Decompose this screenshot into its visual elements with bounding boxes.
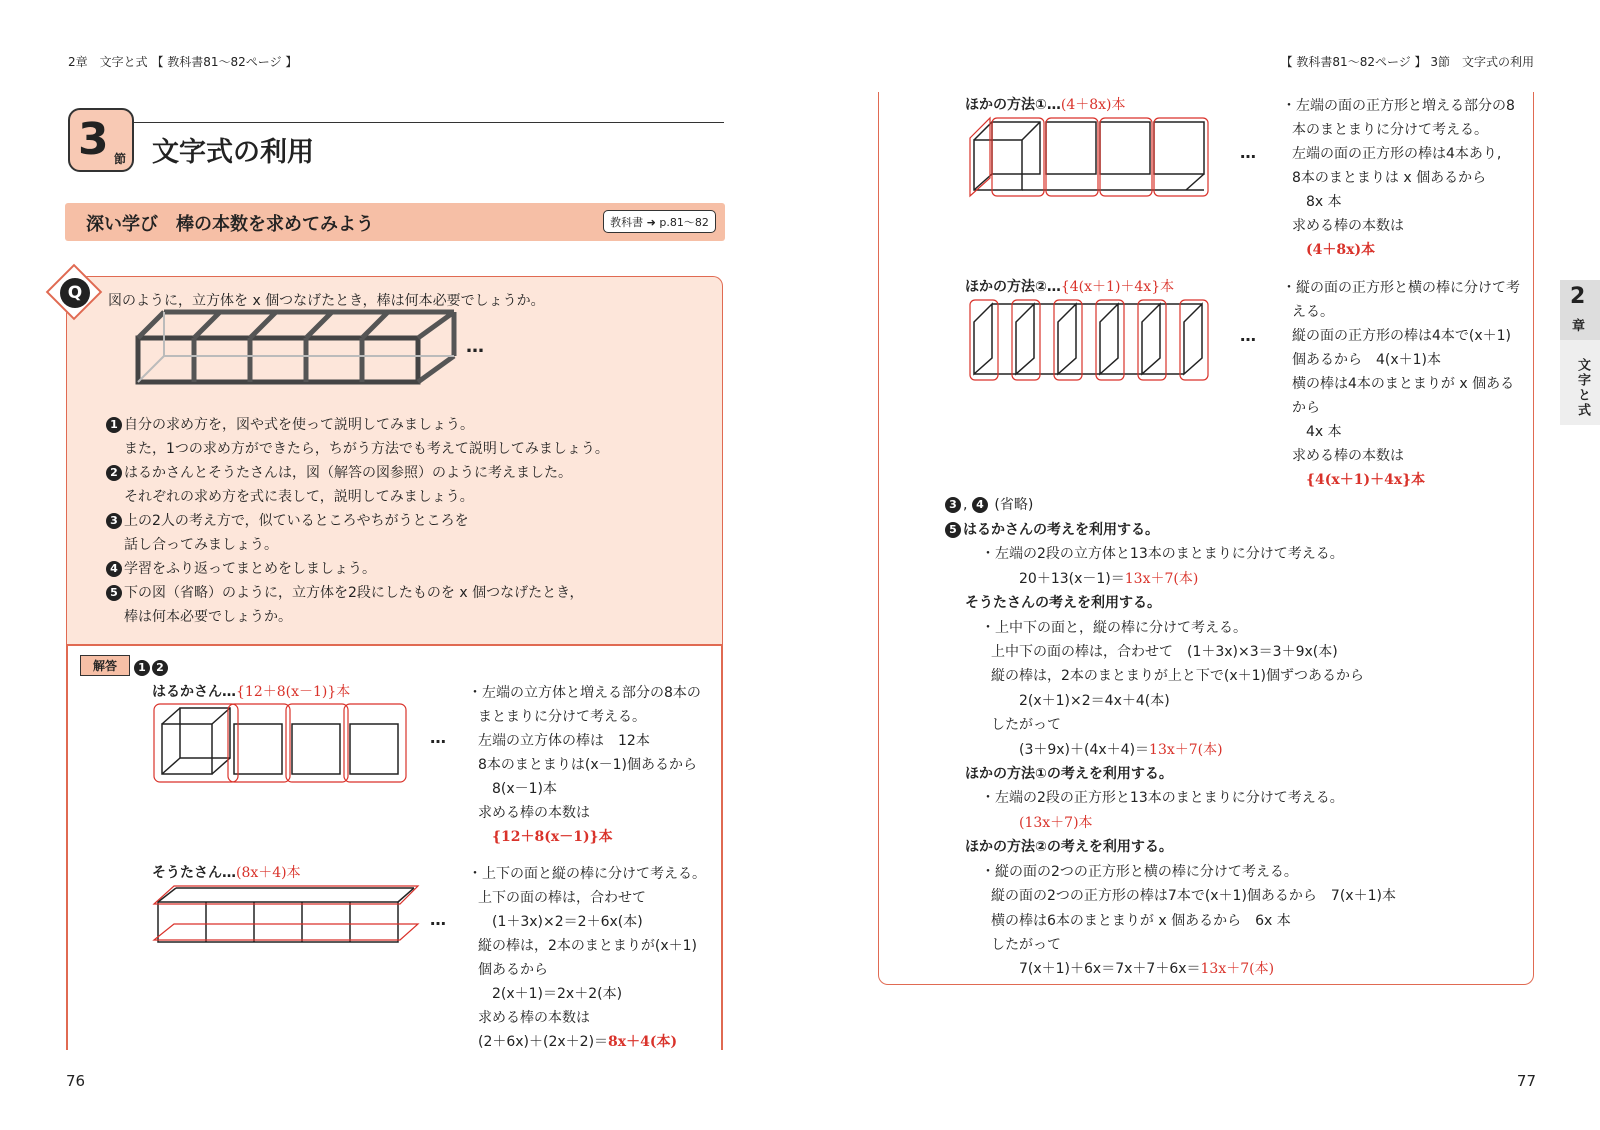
haruka-heading [152, 681, 350, 701]
souta-ellipsis: … [430, 910, 446, 929]
running-header-left: 2章 文字と式 【 教科書81～82ページ 】 [68, 55, 298, 69]
explanation-line: 求める棒の本数は [1292, 218, 1404, 234]
haruka-name: はるかさん… [152, 684, 236, 700]
alt2-heading [965, 276, 1174, 296]
explanation-line: ・上下の面と縦の棒に分けて考える。 [468, 866, 706, 882]
explanation-line: 上下の面の棒は，合わせて [478, 890, 646, 906]
q5-line: したがって [991, 936, 1061, 953]
q-number: 3 [945, 497, 961, 513]
section-unit: 節 [114, 152, 127, 166]
explanation-line: 8x 本 [1306, 194, 1342, 210]
q5-line: したがって [991, 717, 1061, 734]
q-item-text: 上の2人の考え方で，似ているところやちがうところを [124, 513, 469, 529]
q5-eq-result: 13x＋7(本) [1124, 570, 1199, 587]
q5-answer [945, 518, 1396, 982]
question-prompt: 図のように，立方体を x 個つなげたとき，棒は何本必要でしょうか。 [108, 293, 545, 309]
q34-text: (省略) [994, 497, 1034, 513]
alt1-expr: (4＋8x)本 [1060, 97, 1126, 113]
section-number: 3 [78, 114, 109, 165]
q-item-text: それぞれの求め方を式に表して，説明してみましょう。 [124, 489, 474, 505]
souta-result: 8x＋4(本) [608, 1034, 678, 1050]
topic-title: 深い学び 棒の本数を求めてみよう [86, 214, 374, 235]
q-number: 5 [945, 522, 961, 538]
q-item-text: 自分の求め方を，図や式を使って説明してみましょう。 [124, 417, 474, 433]
explanation-line: ・縦の面の正方形と横の棒に分けて考 [1282, 280, 1520, 296]
q-item-number: 4 [106, 561, 122, 577]
chapter-tab-unit: 章 [1572, 319, 1586, 334]
alt2-expr: {4(x＋1)＋4x}本 [1060, 279, 1175, 295]
q5-eq-result: 13x＋7(本) [1149, 741, 1223, 758]
souta-name: そうたさん… [152, 865, 236, 881]
q5-line: ・縦の面の2つの正方形と横の棒に分けて考える。 [981, 863, 1298, 880]
q5-line: ・上中下の面と，縦の棒に分けて考える。 [981, 619, 1247, 636]
answer-frame-right [721, 644, 723, 1050]
q5-eq-prefix: 20＋13(x－1)＝ [1019, 570, 1125, 587]
q-item [106, 437, 609, 461]
explanation-line: ・左端の立方体と増える部分の8本の [468, 685, 701, 701]
explanation-line: える。 [1292, 304, 1334, 320]
q-item-text: 棒は何本必要でしょうか。 [124, 609, 292, 625]
q-item-text: 話し合ってみましょう。 [124, 537, 278, 553]
alt2-explanation [1282, 276, 1520, 492]
explanation-line: 個あるから 4(x＋1)本 [1292, 352, 1442, 368]
q5-alt1-result: (13x＋7)本 [1019, 814, 1093, 831]
q-item-number: 5 [106, 585, 122, 601]
q-badge: Q [60, 278, 90, 308]
q-item-text: はるかさんとそうたさんは，図（解答の図参照）のように考えました。 [124, 465, 572, 481]
q-item [106, 413, 609, 437]
explanation-line: 求める棒の本数は [1292, 448, 1404, 464]
explanation-line: 求める棒の本数は [478, 1010, 590, 1026]
q5-alt1-title: ほかの方法①の考えを利用する。 [965, 766, 1173, 783]
alt1-ellipsis: … [1240, 143, 1256, 162]
souta-result-prefix: (2＋6x)＋(2x＋2)＝ [478, 1034, 609, 1050]
souta-explanation [468, 862, 706, 1054]
q-item [106, 581, 609, 605]
cube-chain-ellipsis: … [466, 336, 484, 357]
q-item [106, 557, 609, 581]
q-item-number: 2 [106, 465, 122, 481]
q-item [106, 605, 609, 629]
explanation-line: 4x 本 [1306, 424, 1342, 440]
answer-frame-left [66, 644, 68, 1050]
q-item [106, 509, 609, 533]
page-number-right: 77 [1516, 1072, 1536, 1090]
q-number: 4 [972, 497, 988, 513]
section-title: 文字式の利用 [152, 137, 314, 168]
explanation-line: 横の棒は4本のまとまりが x 個ある [1292, 376, 1515, 392]
explanation-line: 本のまとまりに分けて考える。 [1292, 122, 1488, 138]
explanation-line: 左端の立方体の棒は 12本 [478, 733, 650, 749]
alt1-name: ほかの方法①… [965, 97, 1061, 113]
haruka-ellipsis: … [430, 728, 446, 747]
alt1-heading [965, 94, 1126, 114]
q34-answer: 3 , 4 (省略) [945, 494, 1033, 514]
alt1-explanation [1282, 94, 1515, 262]
haruka-figure [152, 704, 422, 786]
q5-souta-title: そうたさんの考えを利用する。 [965, 595, 1161, 612]
explanation-line: 縦の棒は，2本のまとまりが(x＋1) [478, 938, 698, 954]
answer-num: 2 [152, 660, 168, 676]
explanation-line: 個あるから [478, 962, 548, 978]
cube-chain-figure [136, 310, 476, 390]
chapter-tab-title: 文字と式 [1575, 358, 1590, 418]
q5-eq-prefix: 7(x＋1)＋6x＝7x＋7＋6x＝ [1019, 961, 1201, 978]
explanation-line: 縦の面の正方形の棒は4本で(x＋1) [1292, 328, 1512, 344]
q-item-text: 学習をふり返ってまとめをしましょう。 [124, 561, 376, 577]
haruka-expr: {12＋8(x－1)}本 [236, 684, 351, 700]
answer-num: 1 [134, 660, 150, 676]
explanation-line: 8本のまとまりは x 個あるから [1292, 170, 1487, 186]
q5-alt2-title: ほかの方法②の考えを利用する。 [965, 839, 1173, 856]
q5-eq-result: 13x＋7(本) [1200, 961, 1275, 978]
haruka-result: {12＋8(x－1)}本 [492, 829, 613, 845]
explanation-line: (1＋3x)×2＝2＋6x(本) [492, 914, 643, 930]
souta-expr: (8x＋4)本 [236, 865, 301, 881]
answer-nums [134, 657, 170, 676]
explanation-line: まとまりに分けて考える。 [478, 709, 646, 725]
q-item [106, 485, 609, 509]
q5-line: 横の棒は6本のまとまりが x 個あるから 6x 本 [991, 912, 1291, 929]
q5-line: ・左端の2段の立方体と13本のまとまりに分けて考える。 [981, 546, 1344, 563]
q5-haruka-title: はるかさんの考えを利用する。 [963, 522, 1159, 538]
explanation-line: から [1292, 400, 1320, 416]
souta-figure [152, 884, 422, 956]
chapter-tab-number: 2 [1570, 284, 1586, 309]
q-item-number: 1 [106, 417, 122, 433]
alt2-name: ほかの方法②… [965, 279, 1061, 295]
explanation-line: 求める棒の本数は [478, 805, 590, 821]
alt2-ellipsis: … [1240, 326, 1256, 345]
explanation-line: 8本のまとまりは(x－1)個あるから [478, 757, 698, 773]
q-item-text: また，1つの求め方ができたら，ちがう方法でも考えて説明してみましょう。 [124, 441, 609, 457]
q5-line: 縦の棒は，2本のまとまりが上と下で(x＋1)個ずつあるから [991, 668, 1365, 685]
q5-line: 上中下の面の棒は，合わせて (1＋3x)×3＝3＋9x(本) [991, 644, 1338, 661]
section-rule [134, 122, 724, 123]
alt2-figure [968, 300, 1238, 382]
q5-eq-prefix: (3＋9x)＋(4x＋4)＝ [1019, 741, 1150, 758]
q5-line: 縦の面の2つの正方形の棒は7本で(x＋1)個あるから 7(x＋1)本 [991, 888, 1396, 905]
q-item-text: 下の図（省略）のように，立方体を2段にしたものを x 個つなげたとき， [124, 585, 584, 601]
q5-line: 2(x＋1)×2＝4x＋4(本) [1019, 692, 1170, 709]
running-header-right: 【 教科書81～82ページ 】 3節 文字式の利用 [1280, 55, 1534, 69]
explanation-line: 2(x＋1)＝2x＋2(本) [492, 986, 623, 1002]
explanation-line: 8(x－1)本 [492, 781, 558, 797]
alt1-result: (4＋8x)本 [1306, 242, 1376, 258]
q-item-number: 3 [106, 513, 122, 529]
textbook-ref-badge: 教科書 ➜ p.81～82 [603, 210, 716, 233]
explanation-line: ・左端の面の正方形と増える部分の8 [1282, 98, 1515, 114]
question-divider [66, 644, 723, 646]
q-item [106, 461, 609, 485]
q-item [106, 533, 609, 557]
alt1-figure [968, 118, 1238, 200]
haruka-explanation [468, 681, 701, 849]
explanation-line: 左端の面の正方形の棒は4本あり, [1292, 146, 1502, 162]
answer-label: 解答 [80, 655, 130, 676]
souta-heading [152, 862, 301, 882]
question-items [106, 413, 609, 629]
page-number-left: 76 [66, 1072, 86, 1090]
alt2-result: {4(x＋1)＋4x}本 [1306, 472, 1426, 488]
q5-line: ・左端の2段の正方形と13本のまとまりに分けて考える。 [981, 790, 1344, 807]
